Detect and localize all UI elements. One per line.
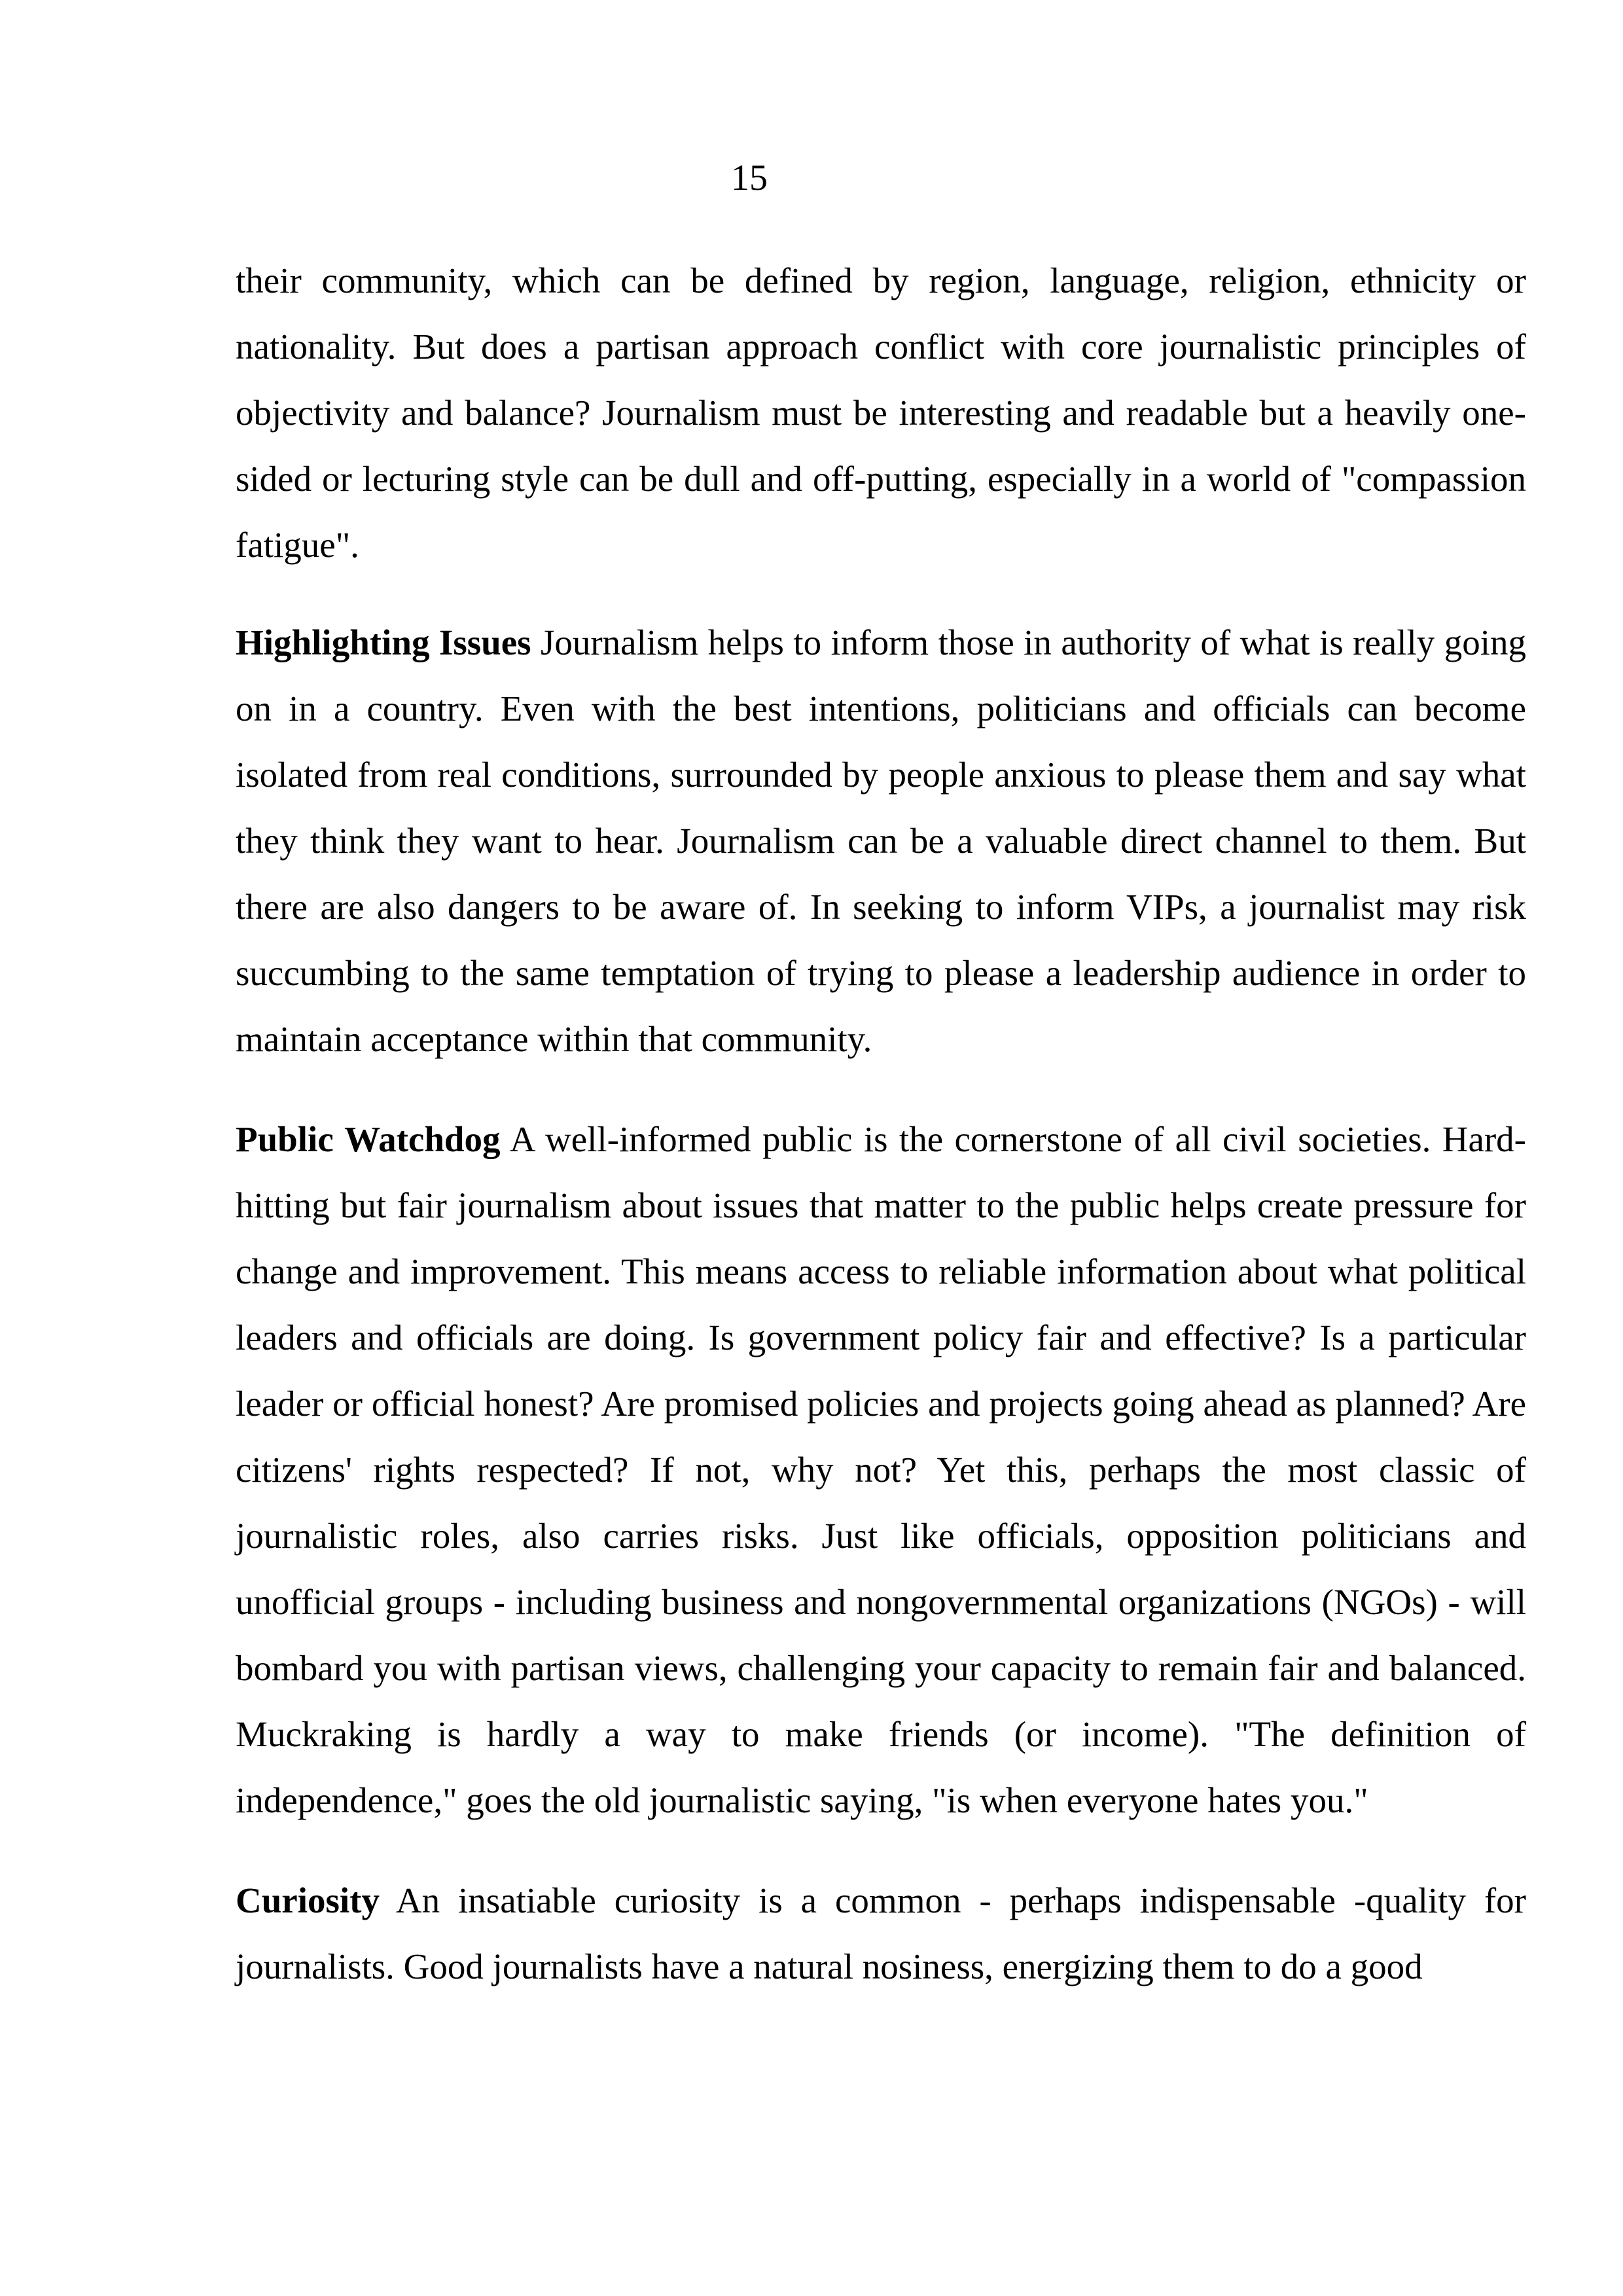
paragraph-text: A well-informed public is the cornerstone of all civil societies. Hard-hitting but fair journalism about issues that matter to the public helps create pressure for change and improvement. This means access to reliable information about what political leaders and officials are doing. Is government policy fair and effective? Is a particular leader or official honest? Are promised policies and projects going ahead as planned? Are citizens' rights respected? If not, why not? Yet this, perhaps the most classic of journalistic roles, also carries risks. Just like officials, opposition politicians and unofficial groups - including business and nongovernmental organizations (NGOs) - will bombard you with partisan views, challenging your capacity to remain fair and balanced. Muckraking is hardly a way to make friends (or income). "The definition of independence," goes the old journalistic saying, "is when everyone hates you." [236, 1119, 1527, 1820]
paragraph-text: their community, which can be defined by region, language, religion, ethnicity or nationality. But does a partisan approach conflict with core journalistic principles of objectivity and balance? Journalism must be interesting and readable but a heavily one-sided or lecturing style can be dull and off-putting, especially in a world of "compassion fatigue". [236, 260, 1526, 565]
paragraph-heading: Curiosity [236, 1880, 380, 1920]
paragraph-heading: Highlighting Issues [236, 622, 531, 662]
body-text [236, 247, 1526, 2000]
paragraph-curiosity [236, 1867, 1526, 2000]
paragraph-public-watchdog [236, 1106, 1526, 1833]
paragraph-text: Journalism helps to inform those in authority of what is really going on in a country. Even with the best intentions, politicians and officials can become isolated from real conditions, surrounded by people anxious to please them and say what they think they want to hear. Journalism can be a valuable direct channel to them. But there are also dangers to be aware of. In seeking to inform VIPs, a journalist may risk succumbing to the same temptation of trying to please a leadership audience in order to maintain acceptance within that community. [236, 622, 1526, 1059]
paragraph-highlighting-issues [236, 609, 1526, 1072]
paragraph-intro [236, 247, 1526, 578]
page-number: 15 [731, 158, 768, 198]
paragraph-text: An insatiable curiosity is a common - perhaps indispensable -quality for journalists. Good journalists have a natural nosiness, energizing them to do a good [236, 1880, 1526, 1986]
paragraph-heading: Public Watchdog [236, 1119, 501, 1159]
